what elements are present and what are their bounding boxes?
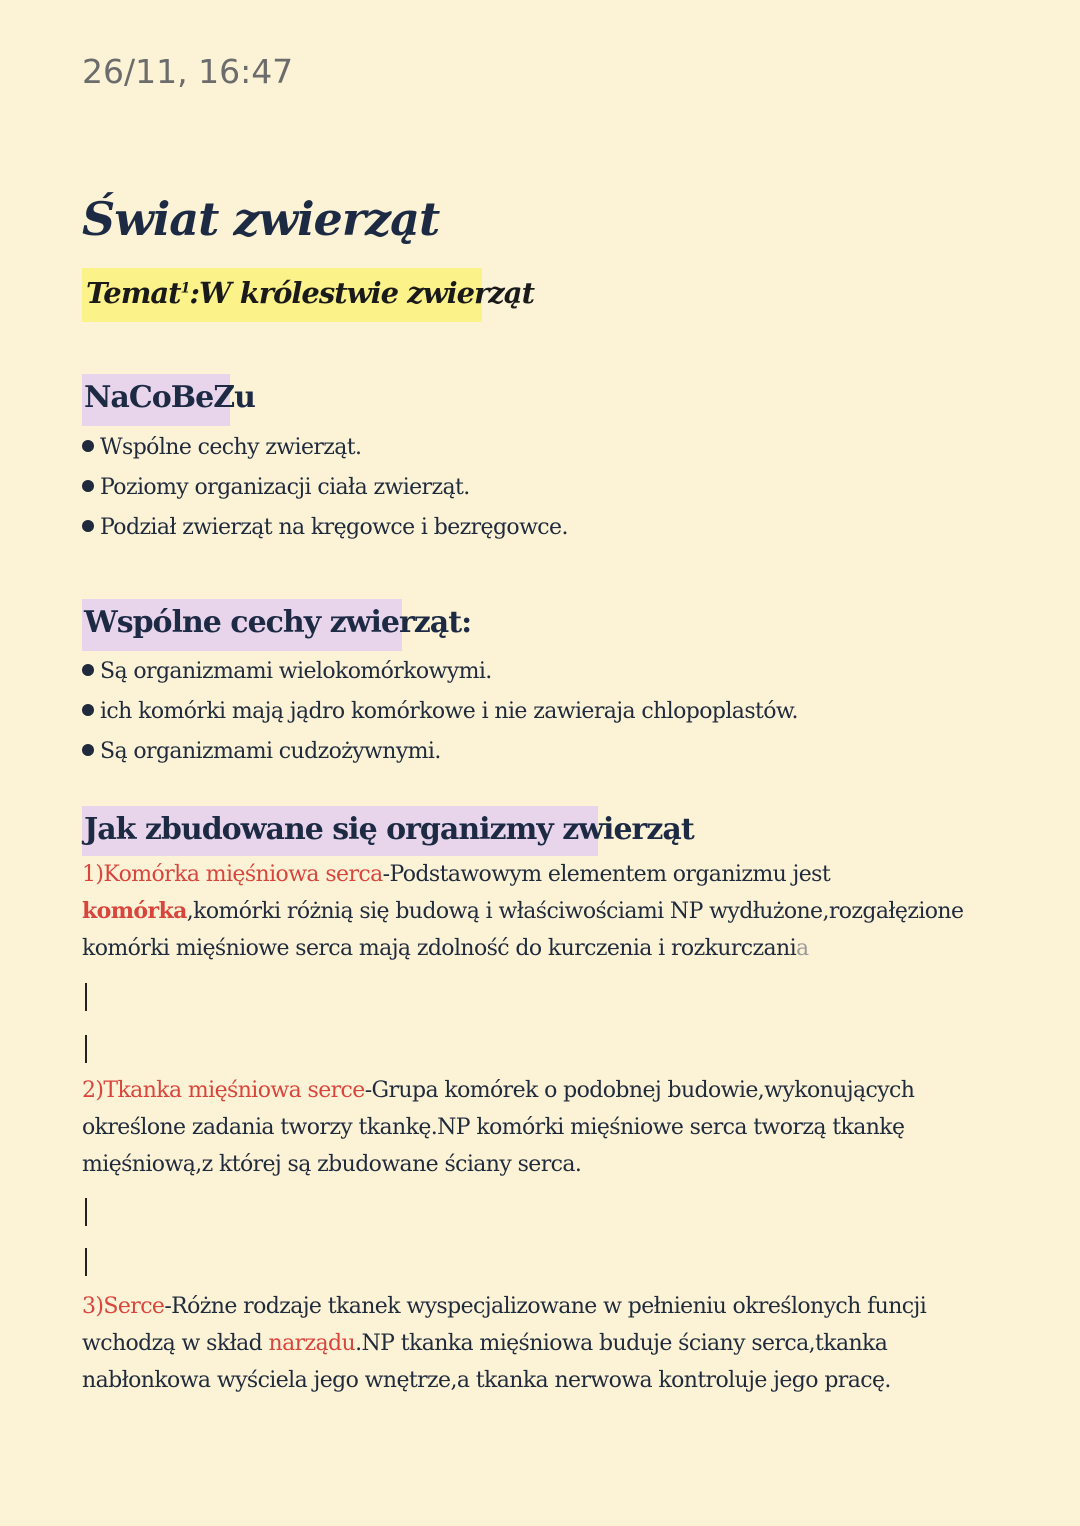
list-item-text: Wspólne cechy zwierząt. [100,435,362,460]
page-title: Świat zwierząt [82,192,440,246]
paragraph-line [82,930,982,967]
bullet-dot-icon [82,440,94,452]
bullet-dot-icon [82,480,94,492]
list-item [82,428,568,468]
list-item [82,468,568,508]
list-item-text: Są organizmami cudzożywnymi. [100,739,441,764]
paragraph-text: ,komórki różnią się budową i właściwościami NP wydłużone,rozgałęzione [186,899,964,924]
list-item-text: Poziomy organizacji ciała zwierząt. [100,475,470,500]
list-item [82,732,798,772]
connector-line [85,983,87,1011]
list-item [82,692,798,732]
section-heading-structure: Jak zbudowane się organizmy zwierząt [82,806,598,856]
term-cell: 1)Komórka mięśniowa serca [82,862,383,887]
bullet-dot-icon [82,704,94,716]
topic-text: :W królestwie zwierząt [189,276,534,310]
nacobezu-list [82,428,568,548]
paragraph-line [82,1146,982,1183]
topic-footnote-mark: 1 [180,280,190,297]
section-heading-nacobezu: NaCoBeZu [82,374,230,426]
paragraph-line [82,1325,982,1362]
paragraph-line [82,856,982,893]
paragraph-text: -Grupa komórek o podobnej budowie,wykonujących [364,1078,915,1103]
term-tissue: 2)Tkanka mięśniowa serce [82,1078,365,1103]
paragraph-text: mięśniową,z której są zbudowane ściany serca. [82,1152,582,1177]
paragraph-text: określone zadania tworzy tkankę.NP komórki mięśniowe serca tworzą tkankę [82,1115,905,1140]
paragraph-line [82,893,982,930]
section-heading-common-traits: Wspólne cechy zwierząt: [82,599,402,651]
list-item-text: Podział zwierząt na kręgowce i bezręgowce. [100,515,568,540]
paragraph-tissue [82,1072,982,1183]
connector-line [85,1248,87,1276]
paragraph-cell [82,856,982,967]
paragraph-text-faded: a [796,936,809,961]
paragraph-heart [82,1288,982,1399]
paragraph-text: komórki mięśniowe serca mają zdolność do kurczenia i rozkurczani [82,936,797,961]
list-item-text: ich komórki mają jądro komórkowe i nie zawieraja chlopoplastów. [100,699,798,724]
connector-line [85,1198,87,1226]
common-traits-list [82,652,798,772]
bullet-dot-icon [82,520,94,532]
paragraph-text: .NP tkanka mięśniowa buduje ściany serca,tkanka [355,1331,888,1356]
paragraph-line [82,1072,982,1109]
topic-label: Temat [86,276,181,310]
connector-line [85,1035,87,1063]
highlight-organ: narządu [268,1331,356,1356]
paragraph-line [82,1288,982,1325]
paragraph-text: nabłonkowa wyściela jego wnętrze,a tkanka nerwowa kontroluje jego pracę. [82,1368,891,1393]
term-heart: 3)Serce [82,1294,165,1319]
list-item [82,508,568,548]
list-item [82,652,798,692]
paragraph-text: wchodzą w skład [82,1331,269,1356]
list-item-text: Są organizmami wielokomórkowymi. [100,659,492,684]
paragraph-text: -Podstawowym elementem organizmu jest [382,862,831,887]
bullet-dot-icon [82,744,94,756]
paragraph-line [82,1109,982,1146]
highlight-cell: komórka [82,898,187,924]
bullet-dot-icon [82,664,94,676]
paragraph-line [82,1362,982,1399]
timestamp: 26/11, 16:47 [82,52,294,91]
paragraph-text: -Różne rodzaje tkanek wyspecjalizowane w pełnieniu określonych funcji [164,1294,927,1319]
topic-banner [82,268,534,322]
